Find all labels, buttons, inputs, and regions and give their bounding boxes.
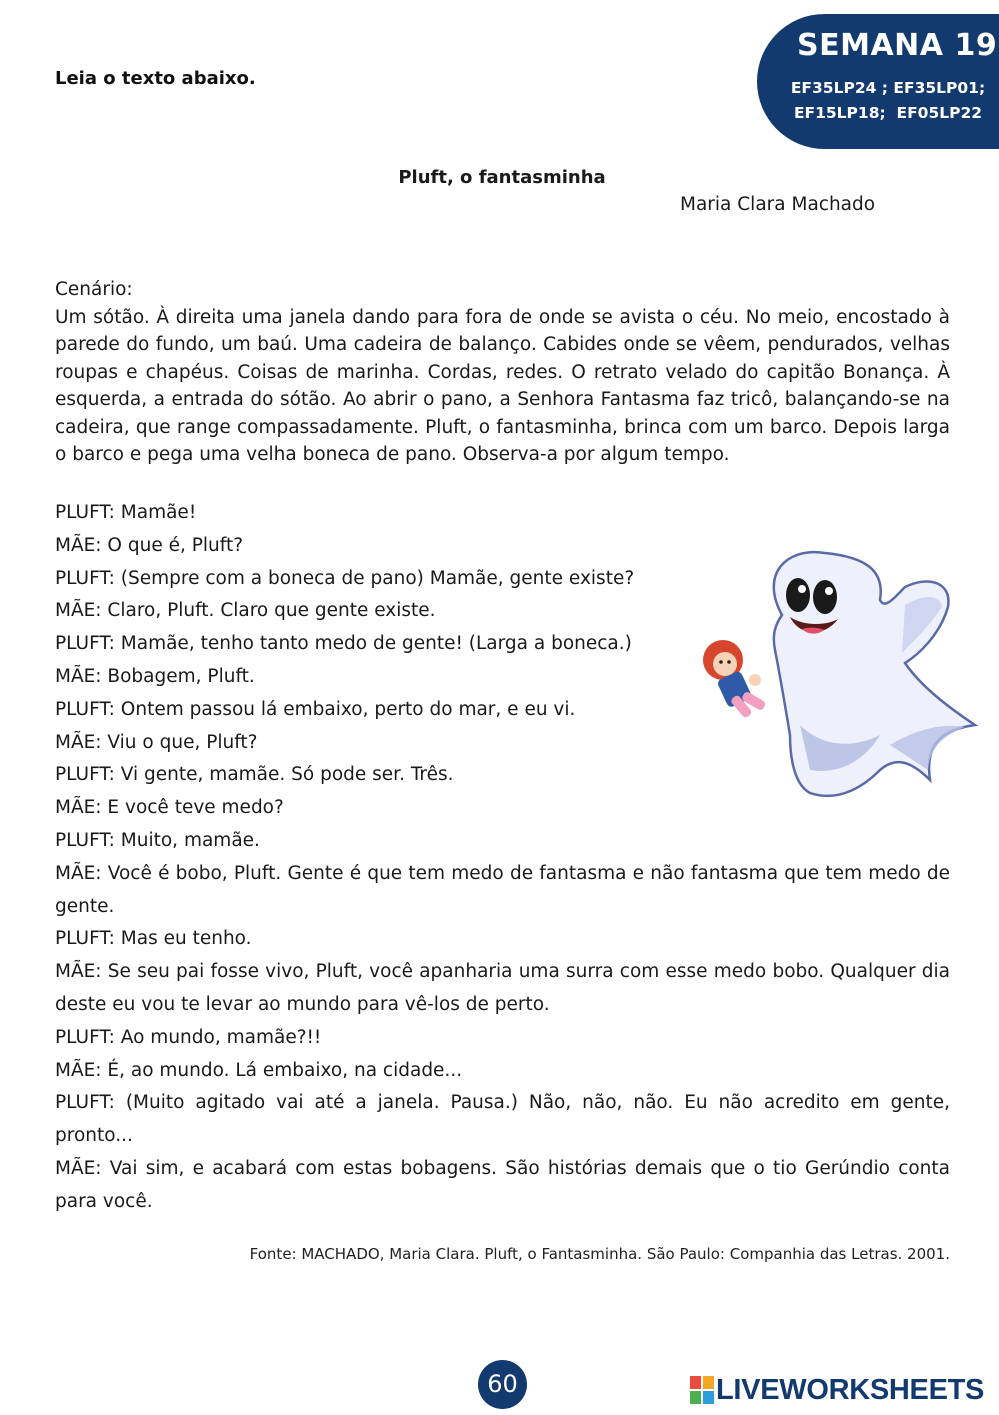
- liveworksheets-logo-icon: [690, 1376, 714, 1404]
- dialogue-line: MÃE: É, ao mundo. Lá embaixo, na cidade...: [55, 1059, 463, 1081]
- instruction-text: Leia o texto abaixo.: [55, 68, 256, 89]
- liveworksheets-brand: [690, 1370, 984, 1410]
- dialogue-line: PLUFT: Mamãe!: [55, 502, 197, 523]
- scenario-text: Um sótão. À direita uma janela dando para fora de onde se avista o céu. No meio, encostado à parede do fundo, um baú. Uma cadeira de balanço. Cabides onde se vêem, pendurados, velhas roupas e chapéus. Coisas de marinha. Cordas, redes. O retrato velado do capitão Bonança. À esquerda, a entrada do sótão. Ao abrir o pano, a Senhora Fantasma faz tricô, balançando-se na cadeira, que range compassadamente. Pluft, o fantasminha, brinca com um barco. Depois larga o barco e pega uma velha boneca de pano. Observa-a por algum tempo.: [55, 306, 950, 465]
- scenario-section: [55, 276, 950, 469]
- dialogue-line: MÃE: Bobagem, Pluft.: [55, 665, 255, 687]
- source-citation: Fonte: MACHADO, Maria Clara. Pluft, o Fantasminha. São Paulo: Companhia das Letras. 2001.: [249, 1245, 950, 1263]
- dialogue-line: PLUFT: (Sempre com a boneca de pano) Mamãe, gente existe?: [55, 567, 635, 589]
- ghost-eye: [813, 580, 837, 614]
- dialogue-line: MÃE: Se seu pai fosse vivo, Pluft, você apanharia uma surra com esse medo bobo. Qualquer dia deste eu vou te levar ao mundo para vê-los de perto.: [55, 961, 950, 1015]
- dialogue-line: PLUFT: Mamãe, tenho tanto medo de gente! (Larga a boneca.): [55, 633, 632, 655]
- dialogue-line: MÃE: Claro, Pluft. Claro que gente existe.: [55, 600, 436, 622]
- rag-doll: [703, 640, 767, 719]
- dialogue-line: MÃE: O que é, Pluft?: [55, 534, 244, 556]
- week-title: SEMANA 19: [797, 28, 998, 63]
- story-author: Maria Clara Machado: [680, 194, 876, 215]
- dialogue-line: PLUFT: Ao mundo, mamãe?!!: [55, 1026, 322, 1048]
- skill-codes-line: EF35LP24 ; EF35LP01;: [790, 79, 986, 97]
- week-badge: [757, 14, 999, 149]
- skill-codes-line: EF15LP18; EF05LP22: [793, 104, 983, 122]
- dialogue-line: MÃE: Vai sim, e acabará com estas bobagens. São histórias demais que o tio Gerúndio conta para você.: [55, 1157, 950, 1212]
- ghost-illustration: [690, 545, 985, 805]
- story-title: Pluft, o fantasminha: [398, 167, 606, 188]
- dialogue-line: PLUFT: (Muito agitado vai até a janela. Pausa.) Não, não, não. Eu não acredito em gente, pronto...: [55, 1092, 950, 1147]
- dialogue-line: MÃE: Você é bobo, Pluft. Gente é que tem medo de fantasma e não fantasma que tem medo de gente.: [55, 862, 950, 917]
- dialogue-line: MÃE: Viu o que, Pluft?: [55, 731, 258, 753]
- dialogue-line: PLUFT: Muito, mamãe.: [55, 829, 260, 851]
- page-number: 60: [478, 1360, 527, 1409]
- ghost-eye: [786, 578, 810, 612]
- dialogue-line: MÃE: E você teve medo?: [55, 797, 284, 819]
- dialogue-line: PLUFT: Ontem passou lá embaixo, perto do mar, e eu vi.: [55, 698, 576, 720]
- skill-codes: [783, 76, 993, 126]
- dialogue-line: PLUFT: Mas eu tenho.: [55, 928, 252, 950]
- scenario-label: Cenário:: [55, 279, 133, 300]
- brand-name: LIVEWORKSHEETS: [716, 1373, 985, 1406]
- dialogue-line: PLUFT: Vi gente, mamãe. Só pode ser. Três.: [55, 764, 454, 786]
